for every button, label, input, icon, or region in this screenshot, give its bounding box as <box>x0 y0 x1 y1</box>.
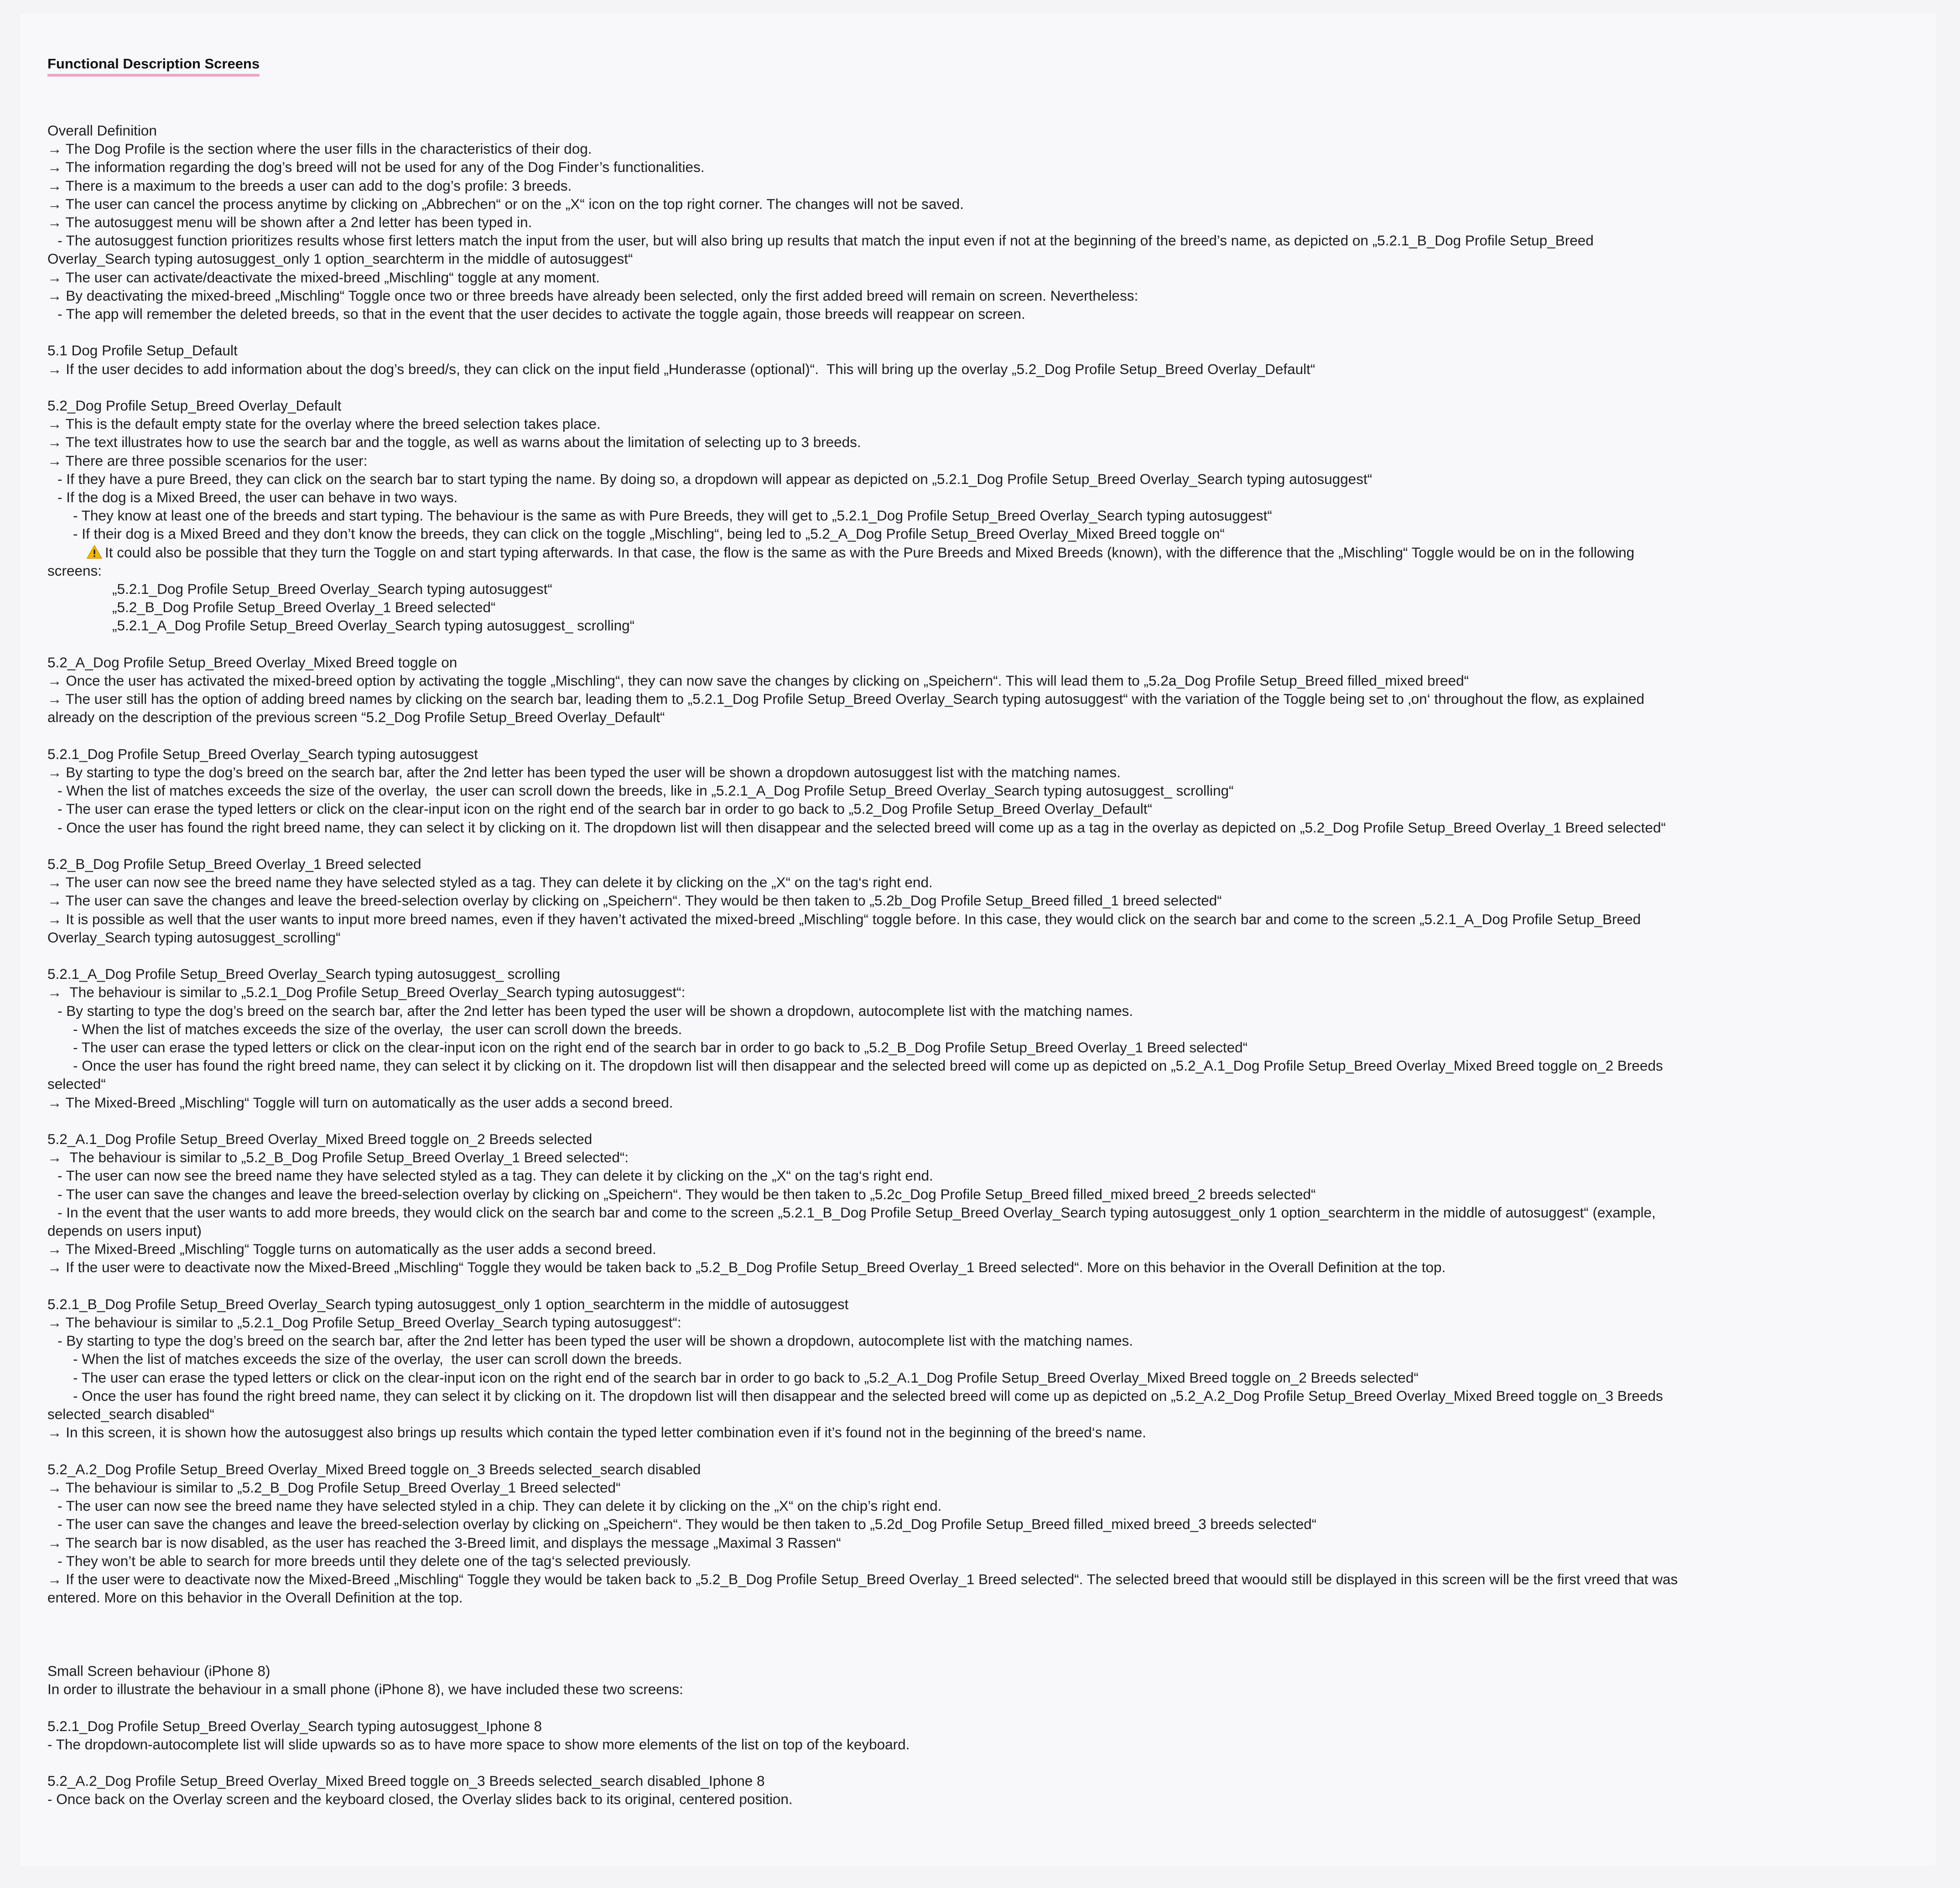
section-heading-5-2: 5.2_Dog Profile Setup_Breed Overlay_Default <box>47 397 342 414</box>
text-line: - By starting to type the dog’s breed on the search bar, after the 2nd letter has been typed the user will be shown a dropdown, autocomplete list with the matching names. <box>57 1332 1133 1349</box>
warning-icon <box>87 545 102 559</box>
text-line: „5.2.1_Dog Profile Setup_Breed Overlay_Search typing autosuggest“ <box>112 581 552 598</box>
text-line: → The autosuggest menu will be shown after a 2nd letter has been typed in. <box>47 214 532 231</box>
text-line: → The information regarding the dog’s breed will not be used for any of the Dog Finder’s functionalities. <box>47 159 705 176</box>
text-line: - The user can erase the typed letters or click on the clear-input icon on the right end of the search bar in order to go back to „5.2_B_Dog Profile Setup_Breed Overlay_1 Breed selected“ <box>73 1039 1248 1056</box>
text-line: - Once back on the Overlay screen and the keyboard closed, the Overlay slides back to its original, centered position. <box>47 1791 793 1808</box>
text-line: → If the user were to deactivate now the Mixed-Breed „Mischling“ Toggle they would be taken back to „5.2_B_Dog Profile Setup_Breed Overlay_1 Breed selected“. The selected breed that woould still be displayed in this screen will be the first vreed that was <box>47 1571 1678 1587</box>
text-line: selected“ <box>47 1076 106 1092</box>
text-line: → The text illustrates how to use the search bar and the toggle, as well as warns about the limitation of selecting up to 3 breeds. <box>47 434 861 451</box>
text-line: → The user can activate/deactivate the mixed-breed „Mischling“ toggle at any moment. <box>47 269 600 286</box>
text-line: → The behaviour is similar to „5.2.1_Dog Profile Setup_Breed Overlay_Search typing autosuggest“: <box>47 984 686 1001</box>
text-line: - If they have a pure Breed, they can click on the search bar to start typing the name. By doing so, a dropdown will appear as depicted on „5.2.1_Dog Profile Setup_Breed Overlay_Search typing autosuggest“ <box>57 470 1373 487</box>
section-heading-5-2-1: 5.2.1_Dog Profile Setup_Breed Overlay_Search typing autosuggest <box>47 745 478 762</box>
text-line: selected_search disabled“ <box>47 1406 214 1423</box>
text-line: - When the list of matches exceeds the size of the overlay, the user can scroll down the breeds, like in „5.2.1_A_Dog Profile Setup_Breed Overlay_Search typing autosuggest_ scrolling“ <box>57 782 1234 799</box>
text-line: depends on users input) <box>47 1222 202 1239</box>
text-line: - The user can erase the typed letters or click on the clear-input icon on the right end of the search bar in order to go back to „5.2_A.1_Dog Profile Setup_Breed Overlay_Mixed Breed toggle on_2 Breeds selected“ <box>73 1369 1419 1386</box>
spacer <box>47 837 1744 855</box>
spacer <box>47 378 1744 396</box>
text-line: Overlay_Search typing autosuggest_scrolling“ <box>47 929 341 946</box>
text-line: → The user can save the changes and leave the breed-selection overlay by clicking on „Speichern“. They would be then taken to „5.2b_Dog Profile Setup_Breed filled_1 breed selected“ <box>47 892 1222 909</box>
section-heading-small-screen: Small Screen behaviour (iPhone 8) <box>47 1662 270 1679</box>
spacer <box>47 1753 1744 1772</box>
document-body <box>47 121 1744 1809</box>
text-line: → The Mixed-Breed „Mischling“ Toggle turns on automatically as the user adds a second breed. <box>47 1241 656 1258</box>
text-line: → In this screen, it is shown how the autosuggest also brings up results which contain the typed letter combination even if it’s found not in the beginning of the breed‘s name. <box>47 1424 1146 1441</box>
section-heading-5-2-1-a: 5.2.1_A_Dog Profile Setup_Breed Overlay_Search typing autosuggest_ scrolling <box>47 966 561 983</box>
text-line: - The user can erase the typed letters or click on the clear-input icon on the right end of the search bar in order to go back to „5.2_Dog Profile Setup_Breed Overlay_Default“ <box>57 801 1152 817</box>
spacer <box>47 727 1744 745</box>
text-line: → The search bar is now disabled, as the user has reached the 3-Breed limit, and displays the message „Maximal 3 Rassen“ <box>47 1534 841 1551</box>
page-title: Functional Description Screens <box>47 54 260 77</box>
spacer <box>47 635 1744 653</box>
text-line: - When the list of matches exceeds the size of the overlay, the user can scroll down the breeds. <box>73 1020 682 1037</box>
text-line: → Once the user has activated the mixed-breed option by activating the toggle „Mischling“, they can now save the changes by clicking on „Speichern“. This will lead them to „5.2a_Dog Profile Setup_Breed filled_mixed breed“ <box>47 672 1469 689</box>
text-line: → The user can cancel the process anytime by clicking on „Abbrechen“ or on the „X“ icon on the top right corner. The changes will not be saved. <box>47 195 964 212</box>
text-line: - The user can save the changes and leave the breed-selection overlay by clicking on „Speichern“. They would be then taken to „5.2d_Dog Profile Setup_Breed filled_mixed breed_3 breeds selected“ <box>57 1516 1317 1533</box>
text-line: → The behaviour is similar to „5.2_B_Dog Profile Setup_Breed Overlay_1 Breed selected“ <box>47 1479 621 1496</box>
spacer <box>47 1442 1744 1460</box>
text-line: → It is possible as well that the user wants to input more breed names, even if they haven’t activated the mixed-breed „Mischling“ toggle before. In this case, they would click on the search bar and come to the screen „5.2.1_A_Dog Profile Setup_Breed <box>47 910 1641 927</box>
spacer <box>47 1112 1744 1130</box>
text-line: screens: <box>47 562 102 579</box>
text-line: - The dropdown-autocomplete list will slide upwards so as to have more space to show more elements of the list on top of the keyboard. <box>47 1736 910 1753</box>
text-line: - If the dog is a Mixed Breed, the user can behave in two ways. <box>57 489 458 506</box>
text-line: → The behaviour is similar to „5.2.1_Dog Profile Setup_Breed Overlay_Search typing autosuggest“: <box>47 1314 681 1331</box>
text-line: - The user can now see the breed name they have selected styled in a chip. They can delete it by clicking on the „X“ on the chip’s right end. <box>57 1498 942 1514</box>
section-heading-overall: Overall Definition <box>47 122 157 139</box>
text-line: → By starting to type the dog’s breed on the search bar, after the 2nd letter has been typed the user will be shown a dropdown autosuggest list with the matching names. <box>47 764 1121 781</box>
text-line: → The user still has the option of adding breed names by clicking on the search bar, leading them to „5.2.1_Dog Profile Setup_Breed Overlay_Search typing autosuggest“ with the variation of the Toggle being set to ‚on‘ throughout the flow, as explained <box>47 691 1645 707</box>
text-line: - In the event that the user wants to add more breeds, they would click on the search bar and come to the screen „5.2.1_B_Dog Profile Setup_Breed Overlay_Search typing autosuggest_only 1 option_searchterm in the middle of autosuggest“ (example, <box>57 1204 1656 1221</box>
text-line: - The user can save the changes and leave the breed-selection overlay by clicking on „Speichern“. They would be then taken to „5.2c_Dog Profile Setup_Breed filled_mixed breed_2 breeds selected“ <box>57 1186 1316 1202</box>
text-line: - The user can now see the breed name they have selected styled as a tag. They can delete it by clicking on the „X“ on the tag‘s right end. <box>57 1167 933 1184</box>
text-line: „5.2_B_Dog Profile Setup_Breed Overlay_1 Breed selected“ <box>112 599 496 616</box>
text-line: → The Dog Profile is the section where the user fills in the characteristics of their dog. <box>47 140 592 157</box>
text-line: already on the description of the previous screen “5.2_Dog Profile Setup_Breed Overlay_Default“ <box>47 709 665 726</box>
text-line: - Once the user has found the right breed name, they can select it by clicking on it. The dropdown list will then disappear and the selected breed will come up as depicted on „5.2_A.1_Dog Profile Setup_Breed Overlay_Mixed Breed toggle on_2 Breeds <box>73 1057 1663 1074</box>
text-line: - The autosuggest function prioritizes results whose first letters match the input from the user, but will also bring up results that match the input even if not at the beginning of the breed’s name, as depicted on „5.2.1_B_Dog Profile Setup_Breed <box>57 232 1594 249</box>
text-line: - Once the user has found the right breed name, they can select it by clicking on it. The dropdown list will then disappear and the selected breed will come up as depicted on „5.2_A.2_Dog Profile Setup_Breed Overlay_Mixed Breed toggle on_3 Breeds <box>73 1387 1663 1404</box>
warning-text: It could also be possible that they turn the Toggle on and start typing afterwards. In that case, the flow is the same as with the Pure Breeds and Mixed Breeds (known), with the difference that the „Mischling“ Toggle would be on in the following <box>105 544 1635 561</box>
section-heading-iphone8-disabled: 5.2_A.2_Dog Profile Setup_Breed Overlay_Mixed Breed toggle on_3 Breeds selected_search disabled_Iphone 8 <box>47 1773 765 1789</box>
text-line: - Once the user has found the right breed name, they can select it by clicking on it. The dropdown list will then disappear and the selected breed will come up as a tag in the overlay as depicted on „5.2_Dog Profile Setup_Breed Overlay_1 Breed selected“ <box>57 819 1666 836</box>
text-line: → If the user were to deactivate now the Mixed-Breed „Mischling“ Toggle they would be taken back to „5.2_B_Dog Profile Setup_Breed Overlay_1 Breed selected“. More on this behavior in the Overall Definition at the top. <box>47 1259 1446 1276</box>
section-heading-iphone8-search: 5.2.1_Dog Profile Setup_Breed Overlay_Search typing autosuggest_Iphone 8 <box>47 1717 542 1734</box>
text-line: → The user can now see the breed name they have selected styled as a tag. They can delete it by clicking on the „X“ on the tag‘s right end. <box>47 874 933 891</box>
text-line: → The behaviour is similar to „5.2_B_Dog Profile Setup_Breed Overlay_1 Breed selected“: <box>47 1149 629 1166</box>
section-heading-5-2-a-2: 5.2_A.2_Dog Profile Setup_Breed Overlay_Mixed Breed toggle on_3 Breeds selected_search disabled <box>47 1461 701 1477</box>
text-line: - By starting to type the dog’s breed on the search bar, after the 2nd letter has been typed the user will be shown a dropdown, autocomplete list with the matching names. <box>57 1002 1133 1019</box>
text-line: entered. More on this behavior in the Overall Definition at the top. <box>47 1589 463 1606</box>
text-line: → There are three possible scenarios for the user: <box>47 452 368 469</box>
spacer <box>47 947 1744 965</box>
text-line: In order to illustrate the behaviour in a small phone (iPhone 8), we have included these two screens: <box>47 1681 683 1698</box>
section-heading-5-2-b: 5.2_B_Dog Profile Setup_Breed Overlay_1 Breed selected <box>47 856 421 873</box>
text-line: Overlay_Search typing autosuggest_only 1 option_searchterm in the middle of autosuggest“ <box>47 250 633 267</box>
section-heading-5-2-1-b: 5.2.1_B_Dog Profile Setup_Breed Overlay_Search typing autosuggest_only 1 option_searchterm in the middle of autosuggest <box>47 1295 849 1312</box>
spacer <box>47 323 1744 341</box>
text-line: „5.2.1_A_Dog Profile Setup_Breed Overlay_Search typing autosuggest_ scrolling“ <box>112 617 635 634</box>
text-line: - When the list of matches exceeds the size of the overlay, the user can scroll down the breeds. <box>73 1351 682 1368</box>
text-line: → By deactivating the mixed-breed „Mischling“ Toggle once two or three breeds have already been selected, only the first added breed will remain on screen. Nevertheless: <box>47 287 1139 304</box>
text-line: - If their dog is a Mixed Breed and they don’t know the breeds, they can click on the toggle „Mischling“, being led to „5.2_A_Dog Profile Setup_Breed Overlay_Mixed Breed toggle on“ <box>73 525 1225 542</box>
section-heading-5-1: 5.1 Dog Profile Setup_Default <box>47 342 238 359</box>
section-heading-5-2-a-1: 5.2_A.1_Dog Profile Setup_Breed Overlay_Mixed Breed toggle on_2 Breeds selected <box>47 1131 593 1148</box>
spacer <box>47 1698 1744 1716</box>
text-line: - They won’t be able to search for more breeds until they delete one of the tag‘s selected previously. <box>57 1552 691 1569</box>
text-line: → There is a maximum to the breeds a user can add to the dog’s profile: 3 breeds. <box>47 177 572 194</box>
warning-line <box>47 543 1744 562</box>
text-line: → If the user decides to add information about the dog’s breed/s, they can click on the input field „Hunderasse (optional)“. This will bring up the overlay „5.2_Dog Profile Setup_Breed Overlay_Default“ <box>47 360 1315 377</box>
spacer <box>47 1277 1744 1295</box>
spacer <box>47 1607 1744 1662</box>
text-line: → The Mixed-Breed „Mischling“ Toggle will turn on automatically as the user adds a second breed. <box>47 1094 673 1111</box>
text-line: → This is the default empty state for the overlay where the breed selection takes place. <box>47 416 601 432</box>
section-heading-5-2-a: 5.2_A_Dog Profile Setup_Breed Overlay_Mixed Breed toggle on <box>47 654 458 671</box>
text-line: - The app will remember the deleted breeds, so that in the event that the user decides to activate the toggle again, those breeds will reappear on screen. <box>57 306 1025 322</box>
text-line: - They know at least one of the breeds and start typing. The behaviour is the same as with Pure Breeds, they will get to „5.2.1_Dog Profile Setup_Breed Overlay_Search typing autosuggest“ <box>73 507 1272 524</box>
